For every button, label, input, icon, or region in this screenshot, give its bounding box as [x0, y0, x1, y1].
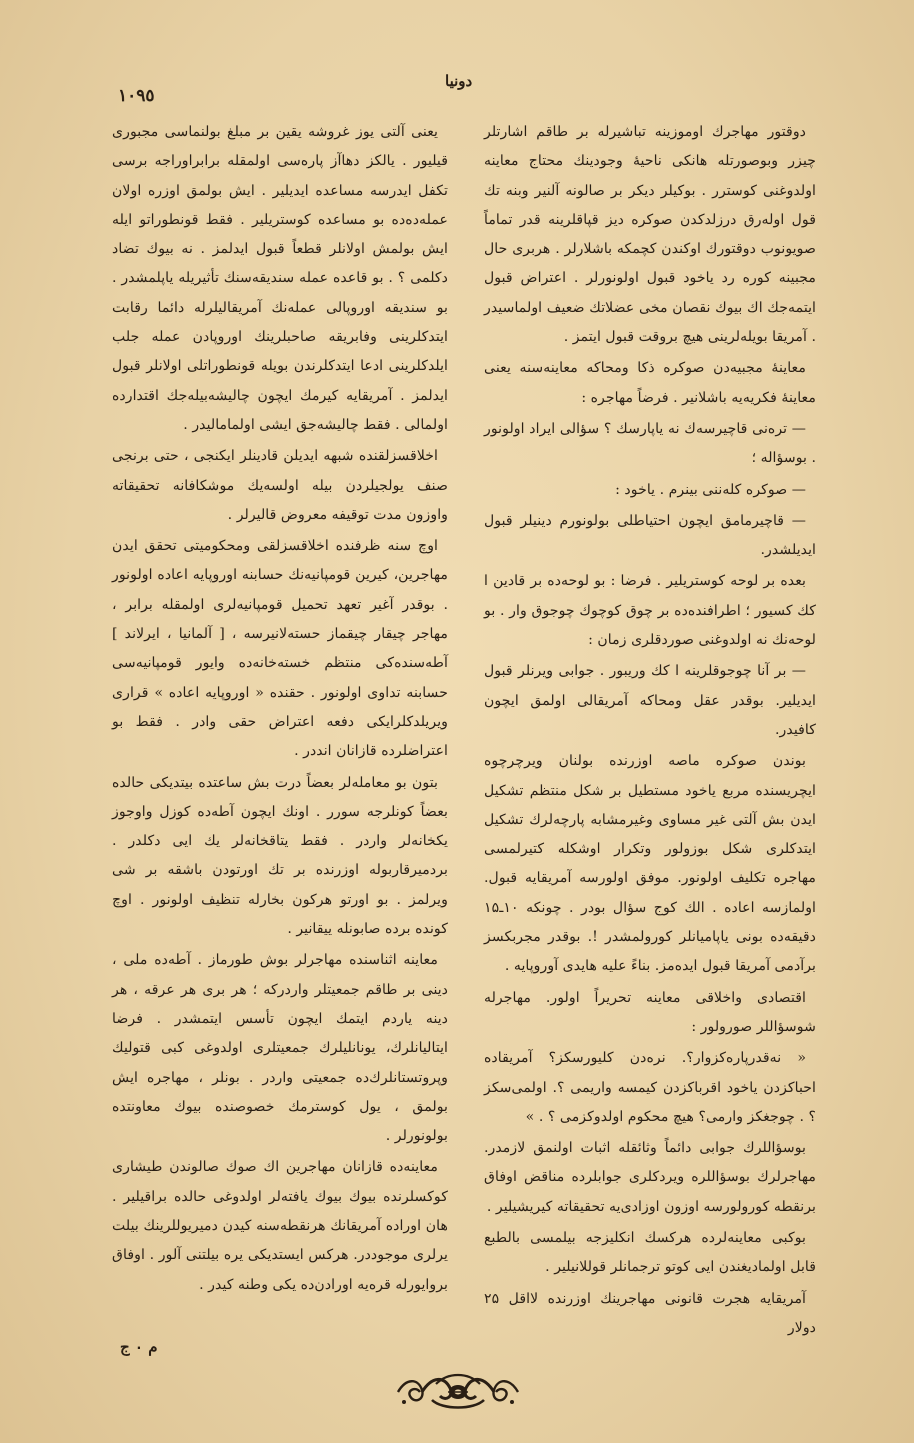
paragraph: اخلاقسزلقنده شبهه ایدیلن قادینلر ایكنجی ، حتی برنجی صنف یولجیلردن بیله اولسه‌یك موشكافانه تحقیقاته واوزون مدت توقیفه معروض قالیرلر . [112, 448, 448, 523]
paragraph: یعنی آلتی یوز غروشه یقین بر مبلغ بولنماسی مجبوری قیلیور . یالكز دهاآز پاره‌سی اولمقله برابراوراجه برسی تكفل ایدرسه مساعده ایدیلیر . ایش بولمق اوزره اولان عمله‌ده‌ده بو مساعده كوستریلیر . فقط قونطوراتو ایله ایش بولمش اولانلر قطعاً قبول ایدلمز . نه بیوك تضاد دكلمی ؟ . بو قاعده عمله سندیقه‌سنك تأثیریله یاپلمشدر . بو سندیقه اوروپالی عمله‌نك آمریقالیلرله دائما رقابت ایتدكلرینی وفابریقه صاحبلرینك اوروپادن عمله جلب ایلدكلرینی ادعا ایتدكلرندن بویله قونطوراتلی اولانلر قبول ایدلمز . آمریقایه كیرمك ایچون چالیشه‌بیله‌جك اقتدارده اولمالی . فقط چالیشه‌جق ایشی اولمامالیدر . [112, 124, 448, 433]
page-number: ١٠٩٥ [118, 86, 155, 106]
paragraph: معاینه اثناسنده مهاجرلر بوش طورماز . آطه‌ده ملی ، دینی بر طاقم جمعیتلر واردركه ؛ هر بری هر عرقه ، هر دینه یاردم ایتمك ایچون تأسس ایتمشدر . فرضا ایتالیانلرك، یونانلیلرك جمعیتلری اولدوغی كبی قتولیك وپروتستانلرك‌ده جمعیتی واردر . بونلر ، مهاجره ایش بولمق ، یول كوسترمك خصوصنده بیوك معاونتده بولونورلر . [112, 952, 448, 1145]
paragraph: — ترەنی قاچیرسه‌ك نه یاپارسك ؟ سؤالی ایراد اولونور . بوسؤاله ؛ [484, 420, 816, 467]
ornament-icon [392, 1372, 524, 1412]
footer-signature: م ٠ ج [120, 1338, 158, 1356]
paragraph: اوچ سنه ظرفنده اخلاقسزلقی ومحكومیتی تحقق ایدن مهاجرین، كیرین قومپانیه‌نك حسابنه اوروپایه اعاده اولونور . بوقدر آغیر تعهد تحمیل قومپانیه‌لری اولمقله برابر ، مهاجر چیقار چیقماز حسته‌لانیرسه ، [ آلمانیا ، ایرلاند ] آطه‌سنده‌كی منتظم خسته‌خانه‌ده وایور قومپانیه‌سی حسابنه تداوی اولونور . حقنده « اوروپایه اعاده » قراری ویریلدكلرایكی دفعه اعتراض حقی وادر . فقط بو اعتراضلرده قازانان انددر . [112, 538, 448, 760]
paragraph: بوندن صوكره ماصه اوزرنده بولنان ویرچرچوه ایچریسنده مربع یاخود مستطیل بر شكل منتظم تشكیل ایدن بش آلتی غیر مساوی وغیرمشابه پارچەلرك تشكیل ایتدكلری شكل بوزولور وتكرار اوشكله كتیرلمسی مهاجره تكلیف اولونور. موفق اولورسه آمریقایه قبول. اولمازسه اعاده . الك كوج سؤال بودر . چونكه ۱۰ـ۱۵ دقیقه‌ده بونی یاپامیانلر كورولمشدر !. بوقدر مجربكسز برآدمی آمریقا قبول ایدەمز. بناءً علیه هایدی آوروپایه . [484, 753, 816, 975]
paragraph: — صوكره كله‌ننی بینرم . یاخود : [615, 481, 806, 498]
paragraph: معاینه‌ده قازانان مهاجرین اك صوك صالوندن طیشاری كوكسلرنده بیوك بیوك یافته‌لر اولدوغی حالده براقیلیر . هان اوراده آمریقانك هرنقطه‌سنه كیدن دمیریوللرینك بیلت یرلری موجوددر. هركس ایستدیكی یره بیلتنی آلور . اوفاق بروایورله قرەیه اورادن‌ده یكی وطنه كیدر . [112, 1159, 448, 1293]
paragraph: « نەقدرپاره‌كزوار؟. نره‌دن كلیورسكز؟ آمریقاده احباكزدن یاخود اقرباكزدن كیمسه واریمی ؟. اولمی‌سكز ؟ . چوجغكز وارمی؟ هیچ محكوم اولدوكزمی ؟ . » [484, 1050, 816, 1125]
paragraph: — بر آنا چوجوقلرینه ا كك وریبور . جوابی ویرنلر قبول ایدیلیر. بوقدر عقل ومحاكه آمریقالی اولمق ایچون كافیدر. [484, 663, 816, 738]
paragraph: بعده بر لوحه كوستریلیر . فرضا : بو لوحه‌ده بر قادین ا كك كسیور ؛ اطرافنده‌ده بر چوق كوچوك چوجوق وار . بو لوحه‌نك نه اولدوغنی صوردقلری زمان : [484, 573, 816, 649]
paragraph: آمریقایه هجرت قانونی مهاجرینك اوزرنده لااقل ۲۵ دولار [484, 1290, 816, 1336]
paragraph: بوسؤاللرك جوابی دائماً وثائقله اثبات اولنمق لازمدر. مهاجرلرك بوسؤاللره ویردكلری جوابلرده مناقض اوفاق برنقطه كورولورسه اوزون اوزادی‌یه تحقیقاته كیریشیلیر . [484, 1140, 816, 1215]
paragraph: بتون بو معامله‌لر بعضاً درت بش ساعتده بیتدیكی حالده بعضاً كونلرجه سورر . اونك ایچون آطه‌ده كوزل واوجوز یكخانه‌لر واردر . فقط یتاقخانه‌لر یك ایی دكلدر . بردمیرقاربوله اوزرنده بر تك اورتودن باشقه بر شی ویرلمز . بو اورتو هركون بخارله تنظیف اولونور . اوچ كونده برده صابونله ییقانیر . [112, 774, 448, 938]
paragraph: بوكبی معاینه‌لرده هركسك انكلیزجه بیلمسی بالطبع قابل اولمادیغندن ایی كوتو ترجمانلر قوللانیلیر . [484, 1229, 816, 1276]
paragraph: — قاچیرمامق ایچون احتیاطلی بولونورم دینیلر قبول ایدیلشدر. [484, 512, 816, 559]
left-column [112, 118, 448, 1302]
page-header-title: دونیا [445, 72, 473, 90]
right-column [484, 118, 816, 1345]
paragraph: دوقتور مهاجرك اوموزینه تباشیرله بر طاقم اشارتلر چیزر وبوصورتله هانكی ناحیهٔ وجودینك محتاج معاینه اولدوغنی كوسترر . بوكیلر دیكر بر صالونه آلنیر وبنه تك قول اولەرق درزلدكدن صوكره دیز قپاقلرینه قدر تماماً صویونوب دوقتورك اوكندن كچمكه باشلارلر . هربری حال مجبینه كوره رد یاخود قبول اولونورلر . اعتراض قبول ایتمه‌جك اك بیوك نقصان مخی عضلاتك ضعیف اولماسیدر . آمریقا بویله‌لرینی هیچ بروقت قبول ایتمز . [484, 124, 816, 346]
paragraph: معاینهٔ مجبیه‌دن صوكره ذكا ومحاكه معاینه‌سنه یعنی معاینهٔ فكریه‌یه باشلانیر . فرضاً مهاجره : [484, 360, 816, 406]
paragraph: اقتصادی واخلاقی معاینه تحریراً اولور. مهاجرله شوسؤاللر صورولور : [484, 989, 816, 1035]
